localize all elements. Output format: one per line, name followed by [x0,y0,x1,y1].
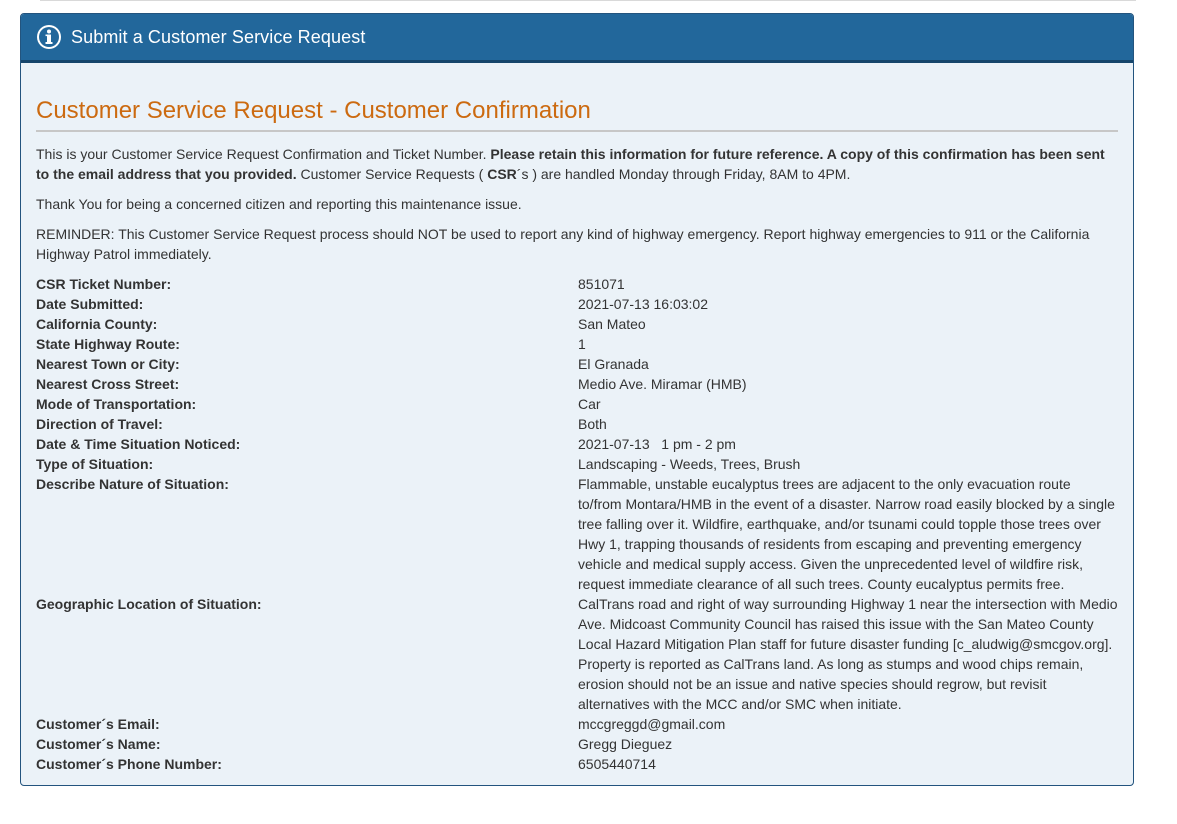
detail-label: Customer´s Email: [36,716,160,732]
panel-body [21,97,1133,774]
thank-you-text: Thank You for being a concerned citizen and reporting this maintenance issue. [36,196,522,212]
detail-value: Landscaping - Weeds, Trees, Brush [578,456,801,472]
detail-value: 2021-07-13 16:03:02 [578,296,708,312]
detail-label: Geographic Location of Situation: [36,596,262,612]
detail-row-county [36,314,1118,334]
detail-row-situation-description [36,474,1118,594]
detail-value: 851071 [578,276,625,292]
detail-row-ticket-number [36,274,1118,294]
info-icon [36,24,62,50]
detail-row-date-submitted [36,294,1118,314]
detail-label: Direction of Travel: [36,416,163,432]
detail-row-customer-name [36,734,1118,754]
detail-row-customer-email [36,714,1118,734]
detail-value: Both [578,416,607,432]
detail-label: State Highway Route: [36,336,180,352]
detail-label: Nearest Town or City: [36,356,180,372]
detail-value: Medio Ave. Miramar (HMB) [578,376,747,392]
detail-value: San Mateo [578,316,646,332]
detail-label: Customer´s Name: [36,736,161,752]
ticket-details [36,274,1118,774]
confirmation-heading: Customer Service Request - Customer Confirmation [36,97,1118,132]
detail-label: California County: [36,316,158,332]
detail-row-customer-phone [36,754,1118,774]
detail-value: CalTrans road and right of way surrounding Highway 1 near the intersection with Medio Ave. Midcoast Community Council has raised this issue with the San Mateo County Local Hazard Mitigation Plan staff for future disaster funding [c_aludwig@smcgov.org]. Property is reported as CalTrans land. As long as stumps and wood chips remain, erosion should not be an issue and native species should regrow, but revisit alternatives with the MCC and/or SMC when initiate. [578,596,1118,712]
detail-row-cross-street [36,374,1118,394]
detail-row-direction [36,414,1118,434]
detail-value: 2021-07-13 1 pm - 2 pm [578,436,736,452]
confirmation-intro [36,144,1118,184]
csr-abbreviation: CSR [487,166,517,182]
intro-hours-text: Customer Service Requests ( [296,166,488,182]
detail-value: 1 [578,336,586,352]
detail-row-situation-type [36,454,1118,474]
detail-value: mccgreggd@gmail.com [578,716,726,732]
top-divider [40,0,1136,1]
detail-value: El Granada [578,356,649,372]
detail-label: Date & Time Situation Noticed: [36,436,241,452]
intro-bold-notice: Please retain this information for future reference. A copy of this confirmation has been sent to the email address that you provided. [36,146,1105,182]
intro-text: This is your Customer Service Request Confirmation and Ticket Number. [36,146,491,162]
detail-label: Mode of Transportation: [36,396,197,412]
reminder-text: REMINDER: This Customer Service Request process should NOT be used to report any kind of highway emergency. Report highway emergencies to 911 or the California Highway Patrol immediately. [36,226,1090,262]
csr-confirmation-panel [20,13,1134,786]
detail-value: 6505440714 [578,756,656,772]
detail-row-date-time-noticed [36,434,1118,454]
detail-label: Type of Situation: [36,456,154,472]
panel-header [21,14,1133,63]
detail-label: Customer´s Phone Number: [36,756,222,772]
detail-label: CSR Ticket Number: [36,276,172,292]
detail-row-town [36,354,1118,374]
detail-value: Car [578,396,601,412]
panel-title: Submit a Customer Service Request [71,26,366,47]
detail-value: Flammable, unstable eucalyptus trees are adjacent to the only evacuation route to/from Montara/HMB in the event of a disaster. Narrow road easily blocked by a single tree falling over it. Wildfire, earthquake, and/or tsunami could topple those trees over Hwy 1, trapping thousands of residents from escaping and preventing emergency vehicle and medical supply access. Given the unprecedented level of wildfire risk, request immediate clearance of all such trees. County eucalyptus permits free. [578,476,1115,592]
detail-label: Date Submitted: [36,296,144,312]
intro-hours-tail: ´s ) are handled Monday through Friday, 8AM to 4PM. [516,166,851,182]
detail-row-highway-route [36,334,1118,354]
detail-label: Describe Nature of Situation: [36,476,229,492]
detail-row-geographic-location [36,594,1118,714]
detail-value: Gregg Dieguez [578,736,673,752]
detail-label: Nearest Cross Street: [36,376,180,392]
detail-row-transportation [36,394,1118,414]
